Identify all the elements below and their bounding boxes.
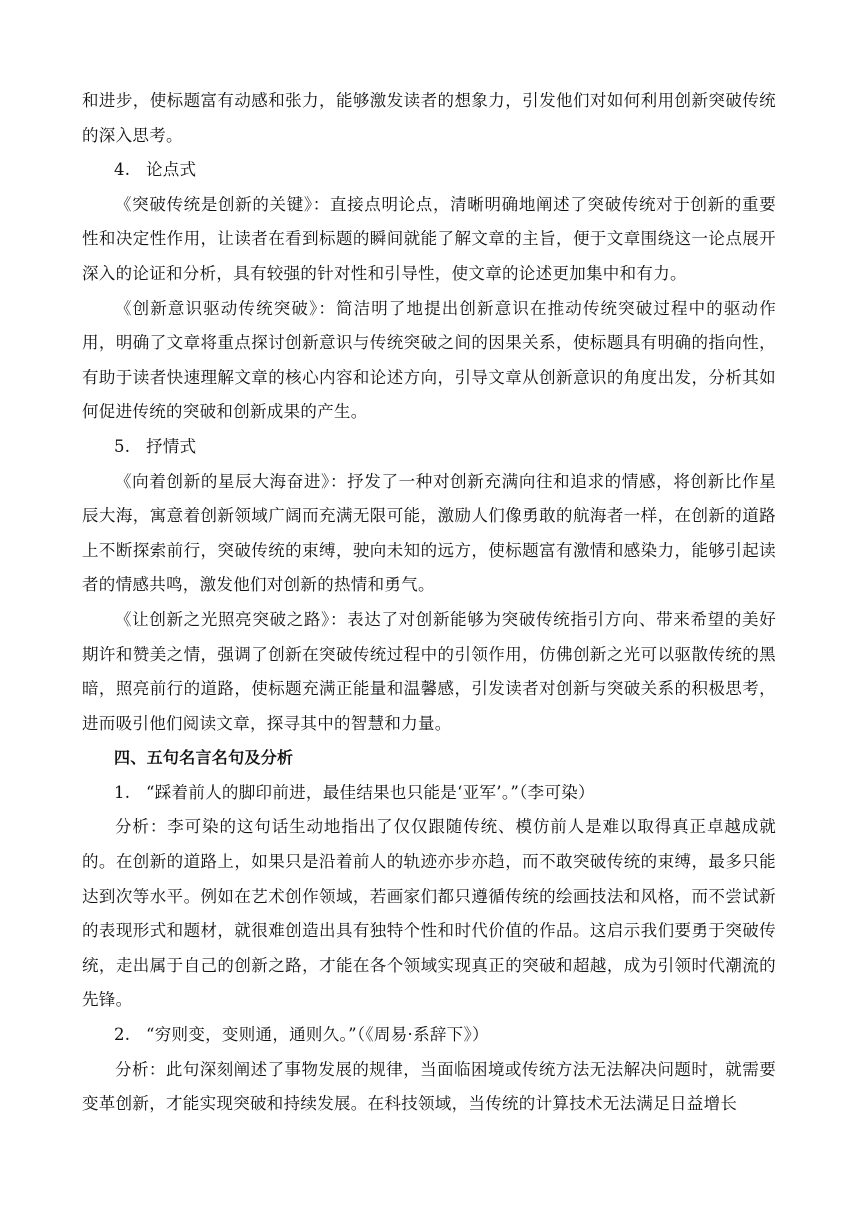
list-item-argument-style	[82, 153, 776, 188]
document-body	[82, 84, 776, 1122]
quote-text: “踩着前人的脚印前进，最佳结果也只能是‘亚军’。”（李可染）	[146, 782, 595, 802]
list-number: 4.	[114, 160, 131, 180]
paragraph-continuation: 和进步，使标题富有动感和张力，能够激发读者的想象力，引发他们对如何利用创新突破传统的深入思考。	[82, 91, 776, 145]
quote-text: “穷则变，变则通，通则久。”（《周易·系辞下》）	[146, 1025, 489, 1045]
paragraph-quote-analysis: 分析：此句深刻阐述了事物发展的规律，当面临困境或传统方法无法解决问题时，就需要变革创新，才能实现突破和持续发展。在科技领域，当传统的计算技术无法满足日益增长	[82, 1059, 776, 1114]
list-item-label: 论点式	[146, 160, 197, 180]
section-heading: 四、五句名言名句及分析	[114, 748, 294, 768]
paragraph-title-analysis: 《突破传统是创新的关键》：直接点明论点，清晰明确地阐述了突破传统对于创新的重要性和决定性作用，让读者在看到标题的瞬间就能了解文章的主旨，便于文章围绕这一论点展开深入的论证和分析，具有较强的针对性和引导性，使文章的论述更加集中和有力。	[82, 194, 776, 283]
paragraph-title-analysis: 《向着创新的星辰大海奋进》：抒发了一种对创新充满向往和追求的情感，将创新比作星辰大海，寓意着创新领域广阔而充满无限可能，激励人们像勇敢的航海者一样，在创新的道路上不断探索前行，突破传统的束缚，驶向未知的远方，使标题富有激情和感染力，能够引起读者的情感共鸣，激发他们对创新的热情和勇气。	[82, 471, 776, 595]
paragraph-quote-analysis: 分析：李可染的这句话生动地指出了仅仅跟随传统、模仿前人是难以取得真正卓越成就的。在创新的道路上，如果只是沿着前人的轨迹亦步亦趋，而不敢突破传统的束缚，最多只能达到次等水平。例如在艺术创作领域，若画家们都只遵循传统的绘画技法和风格，而不尝试新的表现形式和题材，就很难创造出具有独特个性和时代价值的作品。这启示我们要勇于突破传统，走出属于自己的创新之路，才能在各个领域实现真正的突破和超越，成为引领时代潮流的先锋。	[82, 817, 776, 1010]
quote-item	[82, 1018, 776, 1053]
paragraph-title-analysis: 《让创新之光照亮突破之路》：表达了对创新能够为突破传统指引方向、带来希望的美好期许和赞美之情，强调了创新在突破传统过程中的引领作用，仿佛创新之光可以驱散传统的黑暗，照亮前行的道路，使标题充满正能量和温馨感，引发读者对创新与突破关系的积极思考，进而吸引他们阅读文章，探寻其中的智慧和力量。	[82, 609, 776, 733]
list-number: 1.	[114, 782, 131, 802]
list-number: 5.	[114, 436, 131, 456]
list-item-label: 抒情式	[146, 436, 197, 456]
list-number: 2.	[114, 1025, 131, 1045]
quote-item	[82, 776, 776, 811]
list-item-lyrical-style	[82, 430, 776, 465]
paragraph-title-analysis: 《创新意识驱动传统突破》：简洁明了地提出创新意识在推动传统突破过程中的驱动作用，明确了文章将重点探讨创新意识与传统突破之间的因果关系，使标题具有明确的指向性，有助于读者快速理解文章的核心内容和论述方向，引导文章从创新意识的角度出发，分析其如何促进传统的突破和创新成果的产生。	[82, 298, 776, 422]
